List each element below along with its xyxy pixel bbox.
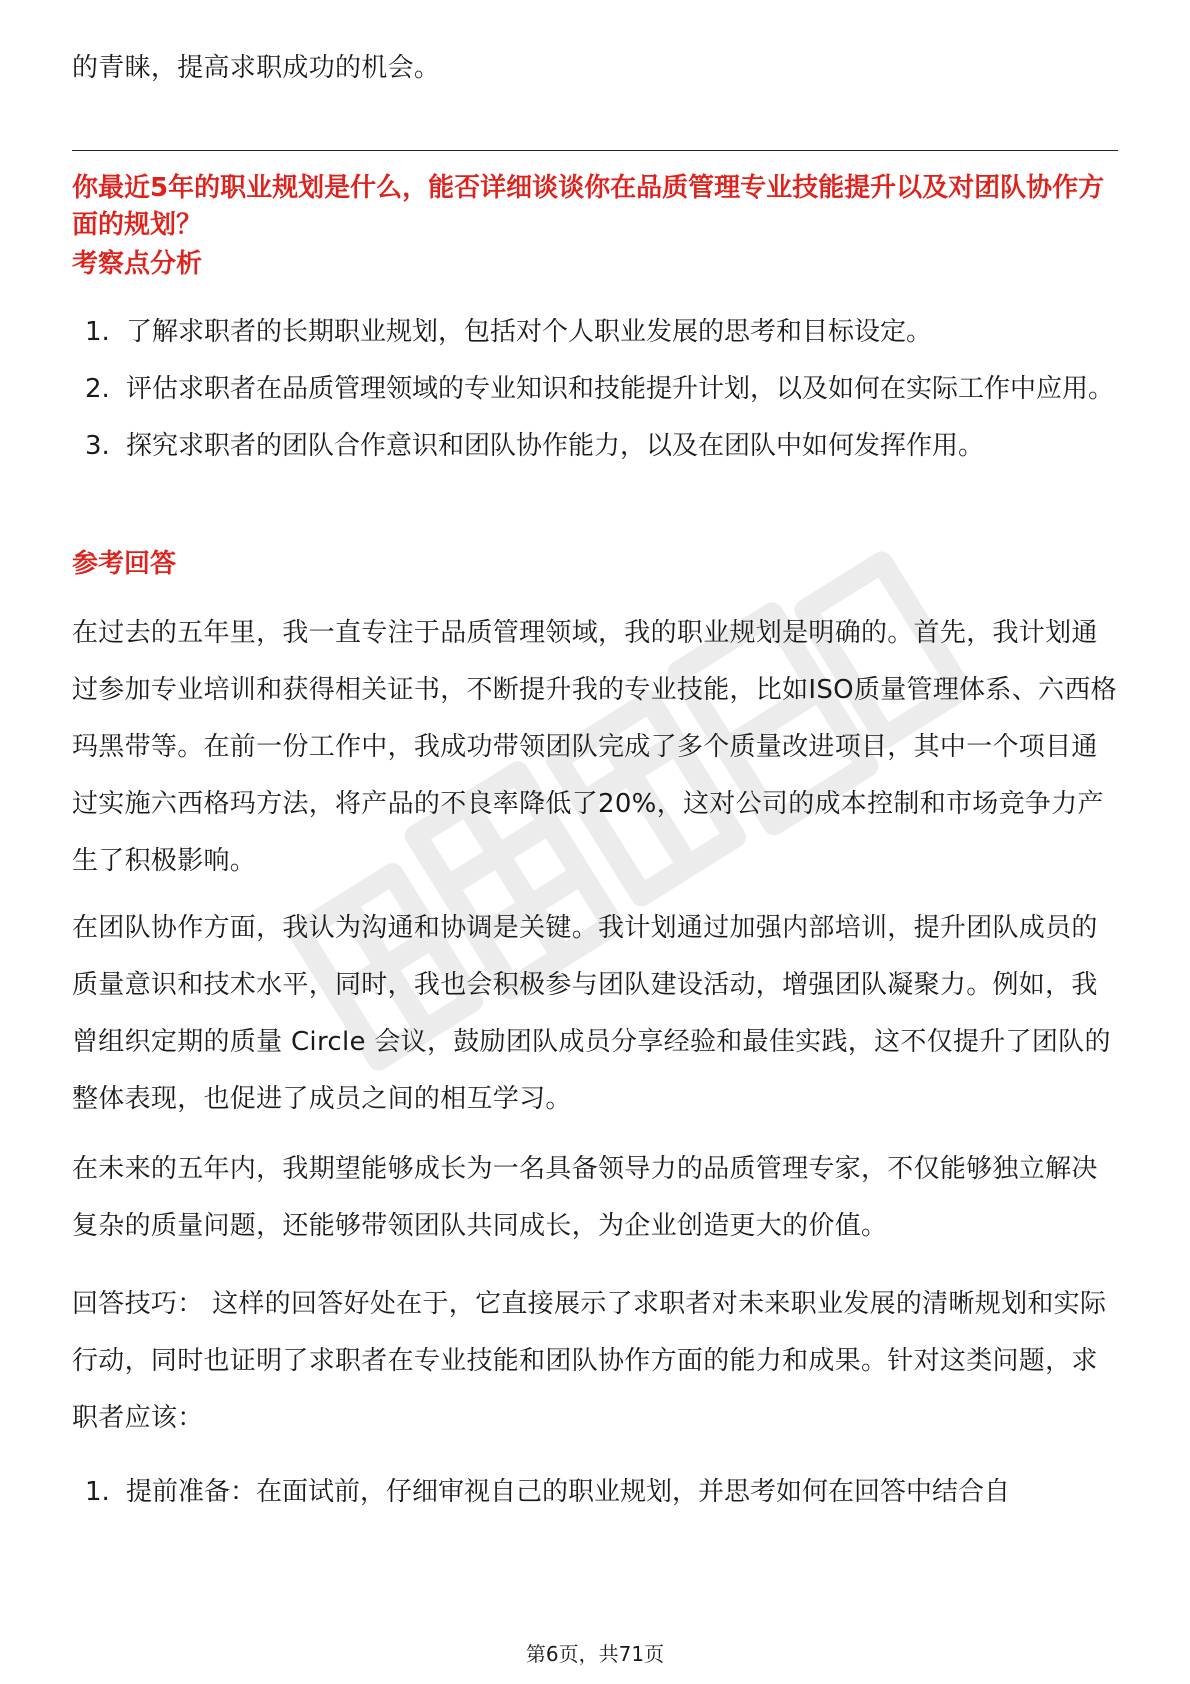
list-number: 1. [85, 317, 110, 347]
answer-paragraph-1: 在过去的五年里，我一直专注于品质管理领域，我的职业规划是明确的。首先，我计划通过参加专业培训和获得相关证书，不断提升我的专业技能，比如ISO质量管理体系、六西格玛黑带等。在前一份工作中，我成功带领团队完成了多个质量改进项目，其中一个项目通过实施六西格玛方法，将产品的不良率降低了20%，这对公司的成本控制和市场竞争力产生了积极影响。 [72, 618, 1117, 876]
list-item [72, 304, 1118, 361]
interview-question: 你最近5年的职业规划是什么，能否详细谈谈你在品质管理专业技能提升以及对团队协作方面的规划？ [72, 173, 1105, 240]
page-footer: 第6页，共71页 [525, 1642, 665, 1666]
list-number: 3. [85, 431, 110, 461]
list-item-text: 提前准备：在面试前，仔细审视自己的职业规划，并思考如何在回答中结合自 [126, 1477, 1011, 1507]
list-number: 1. [85, 1477, 110, 1507]
list-item [72, 361, 1118, 418]
list-item [72, 418, 1118, 475]
tips-list [72, 1464, 1118, 1521]
intro-tail-paragraph: 的青睐，提高求职成功的机会。 [72, 53, 441, 83]
list-number: 2. [85, 374, 110, 404]
answer-heading: 参考回答 [72, 549, 177, 579]
answer-paragraph-2: 在团队协作方面，我认为沟通和协调是关键。我计划通过加强内部培训，提升团队成员的质量意识和技术水平，同时，我也会积极参与团队建设活动，增强团队凝聚力。例如，我曾组织定期的质量 Circle 会议，鼓励团队成员分享经验和最佳实践，这不仅提升了团队的整体表现，也促进了成员之间的相互学习。 [72, 913, 1111, 1114]
document-page [72, 0, 1118, 1684]
list-item-text: 了解求职者的长期职业规划，包括对个人职业发展的思考和目标设定。 [126, 317, 933, 347]
tips-paragraph: 回答技巧： 这样的回答好处在于，它直接展示了求职者对未来职业发展的清晰规划和实际行动，同时也证明了求职者在专业技能和团队协作方面的能力和成果。针对这类问题，求职者应该： [72, 1289, 1107, 1433]
list-item-text: 探究求职者的团队合作意识和团队协作能力，以及在团队中如何发挥作用。 [126, 431, 985, 461]
analysis-list [72, 304, 1118, 475]
list-item-text: 评估求职者在品质管理领域的专业知识和技能提升计划，以及如何在实际工作中应用。 [126, 374, 1115, 404]
analysis-heading: 考察点分析 [72, 249, 203, 279]
answer-paragraph-3: 在未来的五年内，我期望能够成长为一名具备领导力的品质管理专家，不仅能够独立解决复杂的质量问题，还能够带领团队共同成长，为企业创造更大的价值。 [72, 1154, 1098, 1241]
list-item [72, 1464, 1118, 1521]
section-divider [72, 150, 1118, 151]
